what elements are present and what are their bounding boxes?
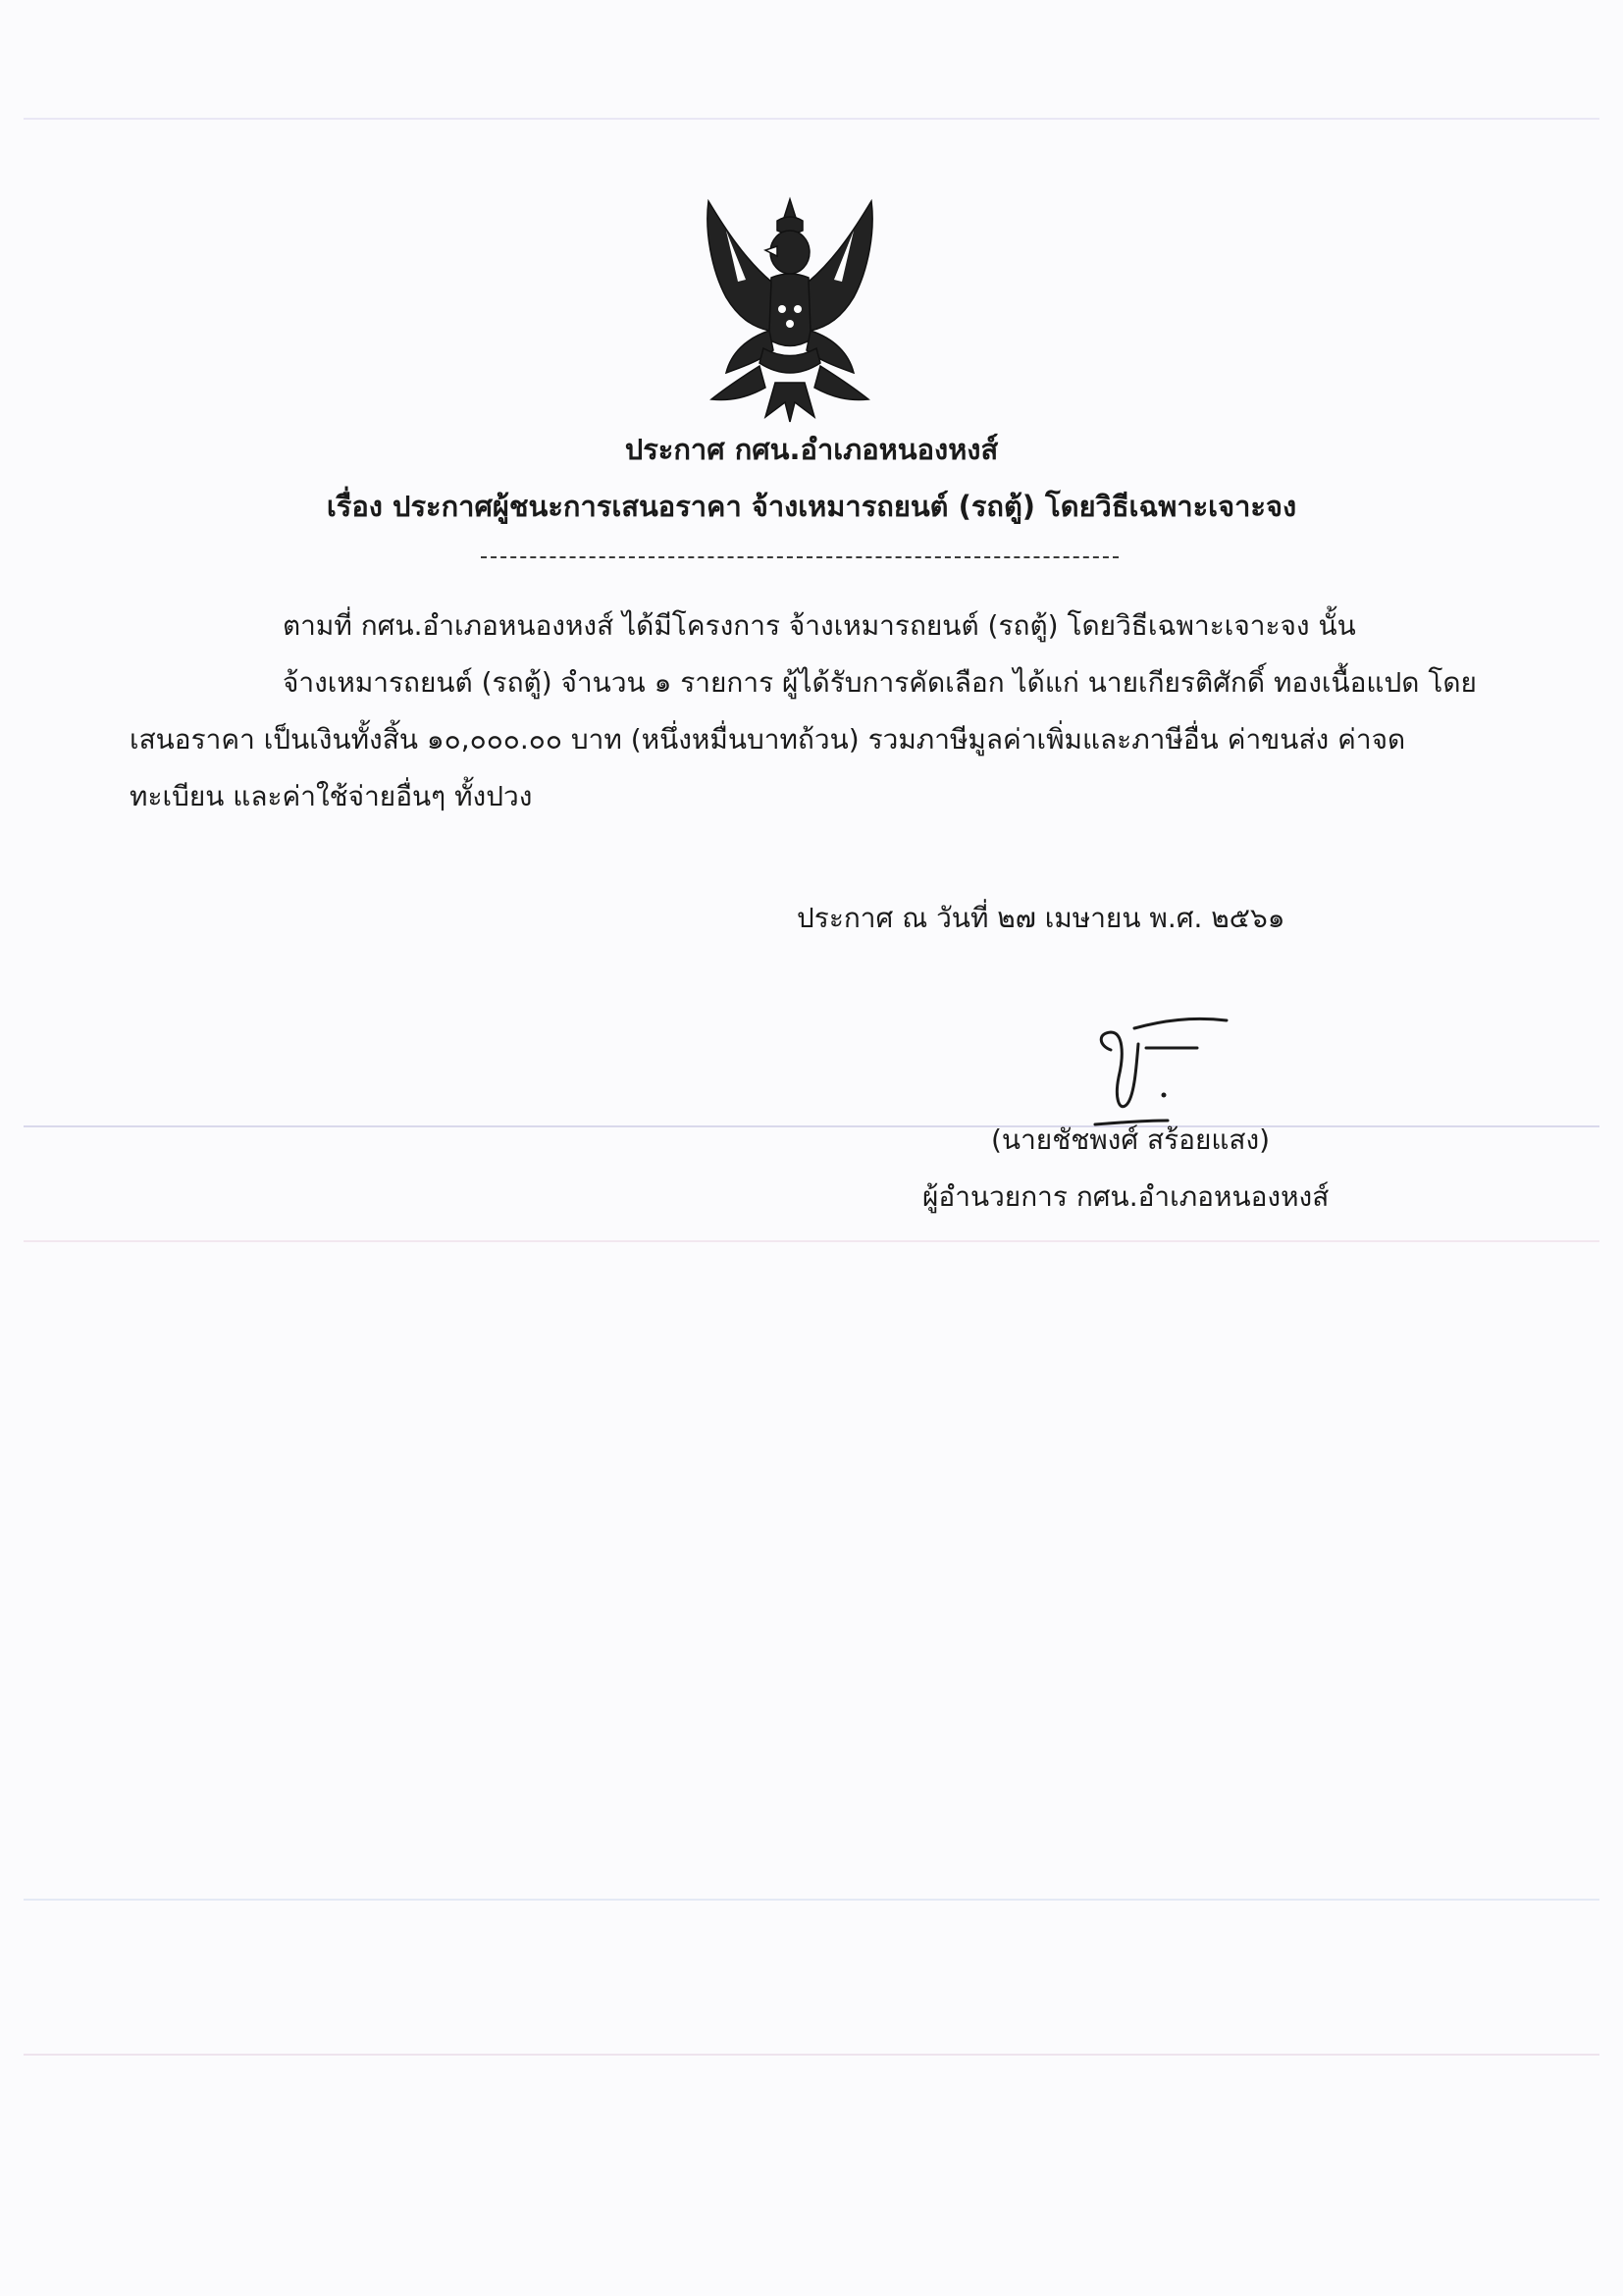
announcement-date: ประกาศ ณ วันที่ ๒๗ เมษายน พ.ศ. ๒๕๖๑ (797, 902, 1285, 934)
scan-artifact-line (24, 118, 1599, 120)
handwritten-signature (1089, 999, 1236, 1136)
announcement-subject: เรื่อง ประกาศผู้ชนะการเสนอราคา จ้างเหมารถยนต์ (รถตู้) โดยวิธีเฉพาะเจาะจง (326, 490, 1297, 523)
body-paragraph-line: เสนอราคา เป็นเงินทั้งสิ้น ๑๐,๐๐๐.๐๐ บาท (หนึ่งหมื่นบาทถ้วน) รวมภาษีมูลค่าเพิ่มและภาษีอื่น ค่าขนส่ง ค่าจด (130, 723, 1406, 756)
announcement-title: ประกาศ กศน.อำเภอหนองหงส์ (624, 433, 999, 466)
scan-artifact-line (24, 2054, 1599, 2056)
scan-artifact-line (24, 1240, 1599, 1242)
signer-name: (นายชัชพงศ์ สร้อยแสง) (991, 1123, 1271, 1156)
garuda-emblem-icon (687, 191, 893, 427)
body-paragraph-line: จ้างเหมารถยนต์ (รถตู้) จำนวน ๑ รายการ ผู้ได้รับการคัดเลือก ได้แก่ นายเกียรติศักดิ์ ทองเนื้อแปด โดย (283, 666, 1477, 699)
separator-rule (481, 556, 1119, 558)
signer-title: ผู้อำนวยการ กศน.อำเภอหนองหงส์ (922, 1180, 1330, 1213)
body-paragraph-line: ทะเบียน และค่าใช้จ่ายอื่นๆ ทั้งปวง (130, 780, 533, 812)
scan-artifact-line (24, 1899, 1599, 1901)
body-paragraph-line: ตามที่ กศน.อำเภอหนองหงส์ ได้มีโครงการ จ้างเหมารถยนต์ (รถตู้) โดยวิธีเฉพาะเจาะจง นั้น (283, 609, 1356, 642)
scan-artifact-line (24, 1125, 1599, 1127)
